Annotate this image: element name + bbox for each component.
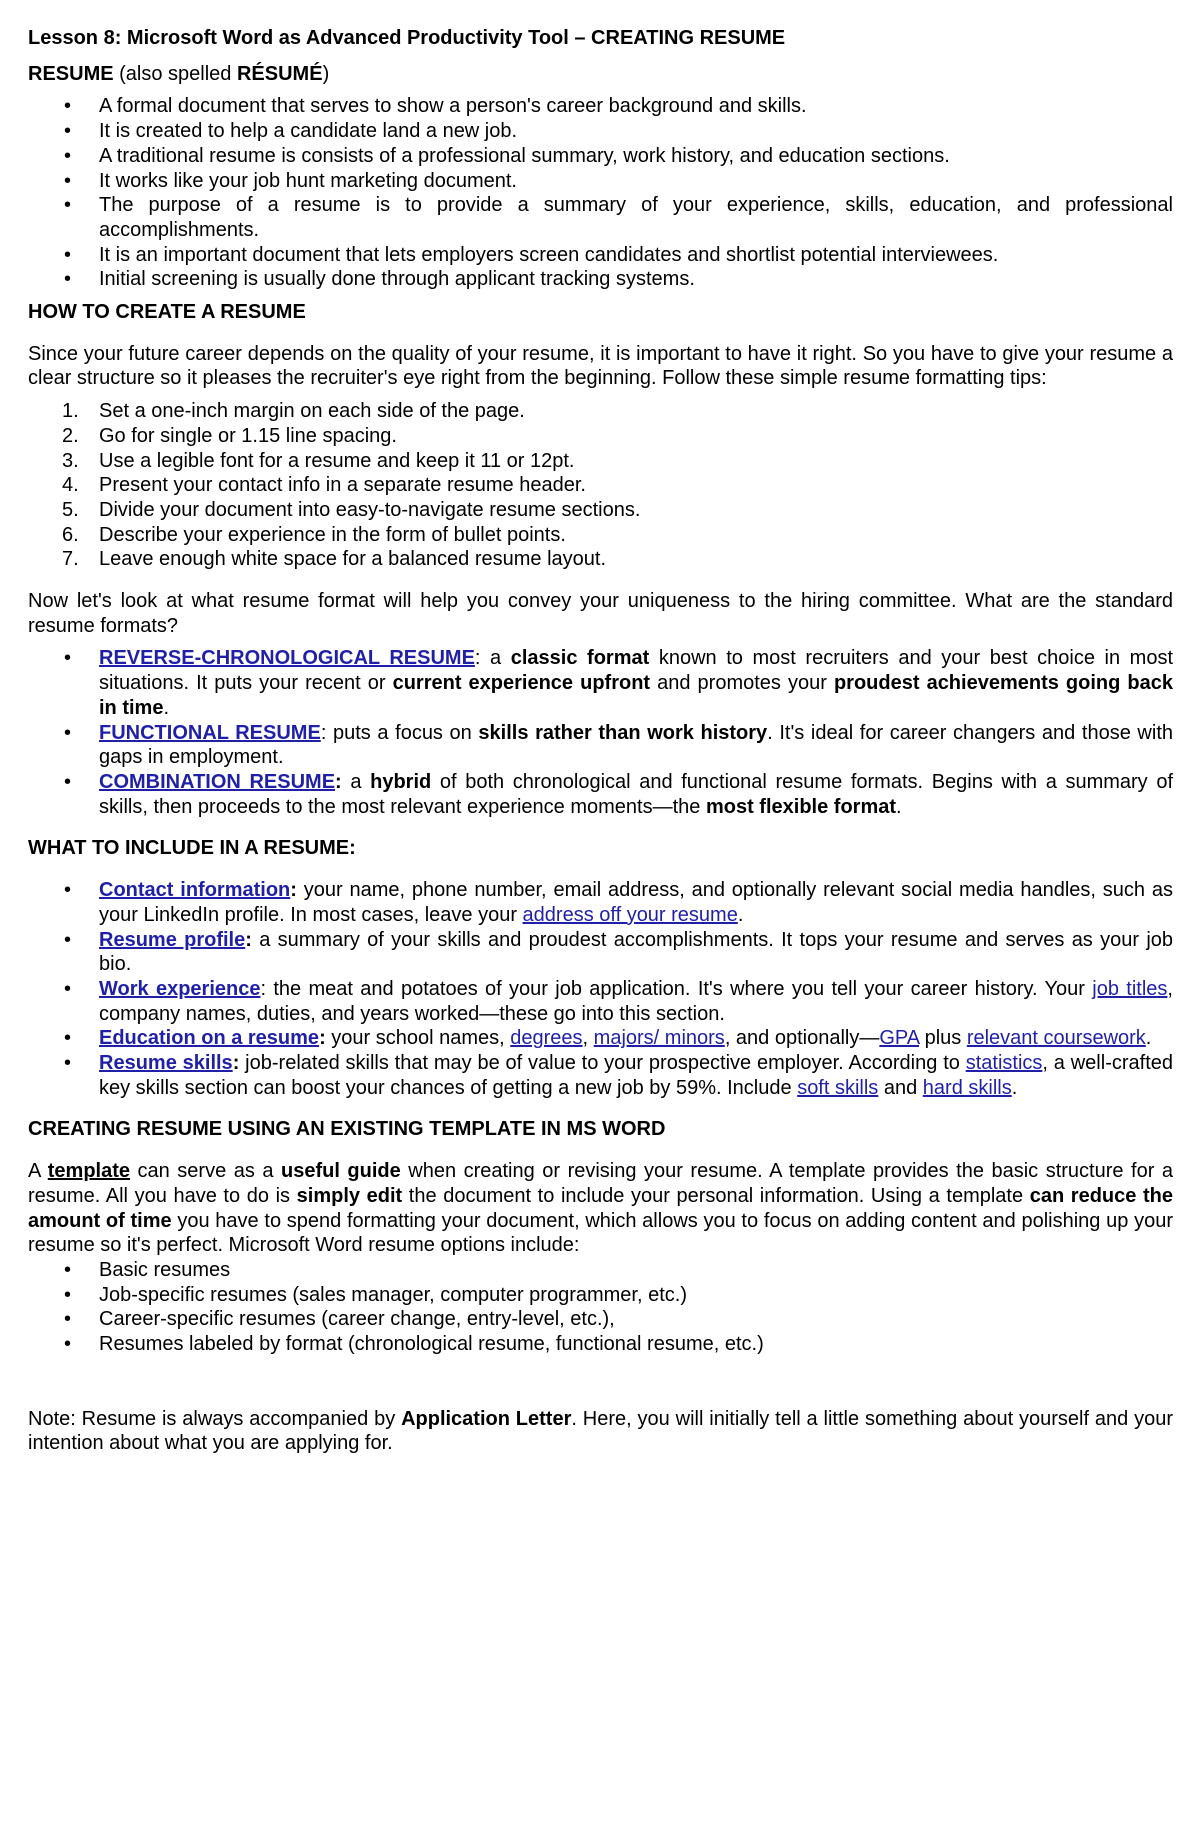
resume-skills-link[interactable]: Resume skills [99,1052,233,1075]
step-text: Set a one-inch margin on each side of the page. [99,400,525,423]
reverse-chronological-link[interactable]: REVERSE-CHRONOLOGICAL RESUME [99,647,475,670]
include-colon: : [245,928,252,951]
step-number: 6. [62,523,79,546]
include-text: . [1145,1027,1152,1050]
gpa-link[interactable]: GPA [879,1027,920,1050]
include-skills [28,1051,1173,1100]
format-bold: most flexible format [705,795,897,818]
template-text: the document to include your personal information. Using a template [402,1184,1030,1207]
step-number: 7. [62,548,79,571]
step-number: 5. [62,498,79,521]
template-heading: CREATING RESUME USING AN EXISTING TEMPLATE IN MS WORD [28,1118,666,1141]
include-text: job-related skills that may be of value to your prospective employer. According to [239,1052,966,1075]
list-item: • It works like your job hunt marketing document. [28,169,1173,194]
step-text: Go for single or 1.15 line spacing. [99,424,397,447]
template-bold: simply edit [296,1184,403,1207]
resume-profile-link[interactable]: Resume profile [99,928,246,951]
step-number: 4. [62,474,79,497]
list-item: • A traditional resume is consists of a professional summary, work history, and education sections. [28,144,1173,169]
template-text: can serve as a [130,1160,281,1183]
numbered-item [28,424,1173,449]
formats-intro: Now let's look at what resume format will help you convey your uniqueness to the hiring committee. What are the standard resume formats? [28,590,1173,637]
format-text: . It's ideal for career changers and those with gaps in employment. [99,721,1174,769]
note-paragraph [28,1407,1173,1456]
include-list [28,878,1173,1100]
list-item: • It is an important document that lets employers screen candidates and shortlist potential interviewees. [28,243,1173,268]
hard-skills-link[interactable]: hard skills [922,1076,1012,1099]
include-work [28,977,1173,1026]
template-bold: can reduce the amount of time [28,1184,1173,1232]
include-text: , a well-crafted key skills section can boost your chances of getting a new job by 59%. Include [99,1052,1173,1099]
list-item: • It is created to help a candidate land a new job. [28,119,1173,144]
include-text: , company names, duties, and years worked—these go into this section. [99,977,1173,1025]
numbered-item [28,523,1173,548]
step-number: 3. [62,449,79,472]
include-colon: : [232,1052,240,1075]
list-item: • Initial screening is usually done through applicant tracking systems. [28,267,1173,292]
education-link[interactable]: Education on a resume [99,1027,320,1050]
degrees-link[interactable]: degrees [510,1027,583,1050]
list-item: • Job-specific resumes (sales manager, computer programmer, etc.) [28,1283,1173,1308]
note-bold: Application Letter [401,1407,572,1430]
note-text: . Here, you will initially tell a little something about yourself and your intention about what you are applying for. [28,1407,1173,1455]
include-text: your name, phone number, email address, and optionally relevant social media handles, such as your LinkedIn profile. In most cases, leave your [99,879,1173,926]
how-to-paragraph: Since your future career depends on the quality of your resume, it is important to have it right. So you have to give your resume a clear structure so it pleases the recruiter's eye right from the beginning. Follow these simple resume formatting tips: [28,342,1173,390]
format-reverse-chronological [28,646,1173,720]
job-titles-link[interactable]: job titles [1092,977,1168,1000]
intro-bullet-list [28,94,1173,292]
format-bold: hybrid [370,770,432,793]
format-bold: skills rather than work history [478,721,768,744]
template-text: when creating or revising your resume. A template provides the basic structure for a resume. All you have to do is [28,1160,1173,1207]
format-text: a [341,770,371,793]
step-text: Leave enough white space for a balanced resume layout. [99,548,607,571]
include-colon: : [319,1027,326,1050]
subtitle [28,62,1173,87]
format-functional [28,721,1173,770]
template-text: A [28,1160,48,1183]
list-item: • Basic resumes [28,1258,1173,1283]
format-text: known to most recruiters and your best choice in most situations. It puts your recent or [99,647,1174,695]
include-heading: WHAT TO INCLUDE IN A RESUME: [28,837,356,860]
include-text: a summary of your skills and proudest accomplishments. It tops your resume and serves as your job bio. [99,928,1174,976]
format-bold: proudest achievements going back in time [99,672,1173,719]
subtitle-end: ) [322,62,330,85]
statistics-link[interactable]: statistics [965,1052,1043,1075]
majors-minors-link[interactable]: majors/ minors [593,1027,725,1050]
include-text: , [582,1027,594,1050]
functional-link[interactable]: FUNCTIONAL RESUME [99,721,321,744]
template-paragraph [28,1159,1173,1258]
numbered-item [28,449,1173,474]
subtitle-word: RESUME [28,62,114,85]
format-text: : puts a focus on [320,721,479,744]
step-text: Divide your document into easy-to-navigate resume sections. [99,498,641,521]
subtitle-accent-word: RÉSUMÉ [236,62,323,85]
formatting-steps-list [28,399,1173,572]
include-text: your school names, [325,1027,511,1050]
relevant-coursework-link[interactable]: relevant coursework [966,1027,1146,1050]
page-title: Lesson 8: Microsoft Word as Advanced Productivity Tool – CREATING RESUME [28,27,786,49]
format-bold: classic format [510,647,650,670]
format-text: . [896,795,902,818]
include-profile [28,928,1173,977]
list-item: • Career-specific resumes (career change, entry-level, etc.), [28,1307,1173,1332]
address-off-resume-link[interactable]: address off your resume [522,903,738,926]
step-text: Use a legible font for a resume and keep it 11 or 12pt. [99,449,575,472]
include-text: and [878,1076,923,1099]
step-number: 2. [62,424,79,447]
list-item: • Resumes labeled by format (chronological resume, functional resume, etc.) [28,1332,1173,1357]
include-text: . [1011,1076,1018,1099]
numbered-item [28,498,1173,523]
soft-skills-link[interactable]: soft skills [797,1076,879,1099]
numbered-item [28,399,1173,424]
how-to-heading: HOW TO CREATE A RESUME [28,301,306,324]
note-text: Note: Resume is always accompanied by [28,1407,402,1430]
step-number: 1. [62,400,79,423]
list-item: • The purpose of a resume is to provide a summary of your experience, skills, education, and professional accomplishments. [28,193,1173,242]
list-item: • A formal document that serves to show a person's career background and skills. [28,94,1173,119]
combination-link[interactable]: COMBINATION RESUME [99,770,336,793]
format-combination [28,770,1173,819]
template-bold: useful guide [281,1160,401,1183]
step-text: Describe your experience in the form of bullet points. [99,523,566,546]
format-text: . [163,696,170,719]
contact-information-link[interactable]: Contact information [99,879,291,902]
numbered-item [28,547,1173,572]
include-contact [28,878,1173,927]
format-text: and promotes your [650,672,834,695]
include-text: : the meat and potatoes of your job application. It's where you tell your career history. Your [260,977,1093,1000]
format-text: : a [474,647,511,670]
work-experience-link[interactable]: Work experience [99,977,261,1000]
include-text: , and optionally— [724,1027,880,1050]
format-text: of both chronological and functional resume formats. Begins with a summary of skills, then proceeds to the most relevant experience moments—the [99,770,1173,818]
resume-formats-list [28,646,1173,819]
include-colon: : [290,879,297,902]
template-bold: template [47,1160,131,1183]
format-bold: current experience upfront [392,672,651,695]
template-text: you have to spend formatting your document, which allows you to focus on adding content and polishing up your resume so it's perfect. Microsoft Word resume options include: [28,1209,1173,1257]
step-text: Present your contact info in a separate resume header. [99,474,586,497]
subtitle-middle: (also spelled [113,62,237,85]
include-text: plus [919,1027,967,1050]
numbered-item [28,473,1173,498]
format-bold: : [335,770,342,793]
include-text: . [737,903,744,926]
include-education [28,1026,1173,1051]
template-options-list [28,1258,1173,1357]
